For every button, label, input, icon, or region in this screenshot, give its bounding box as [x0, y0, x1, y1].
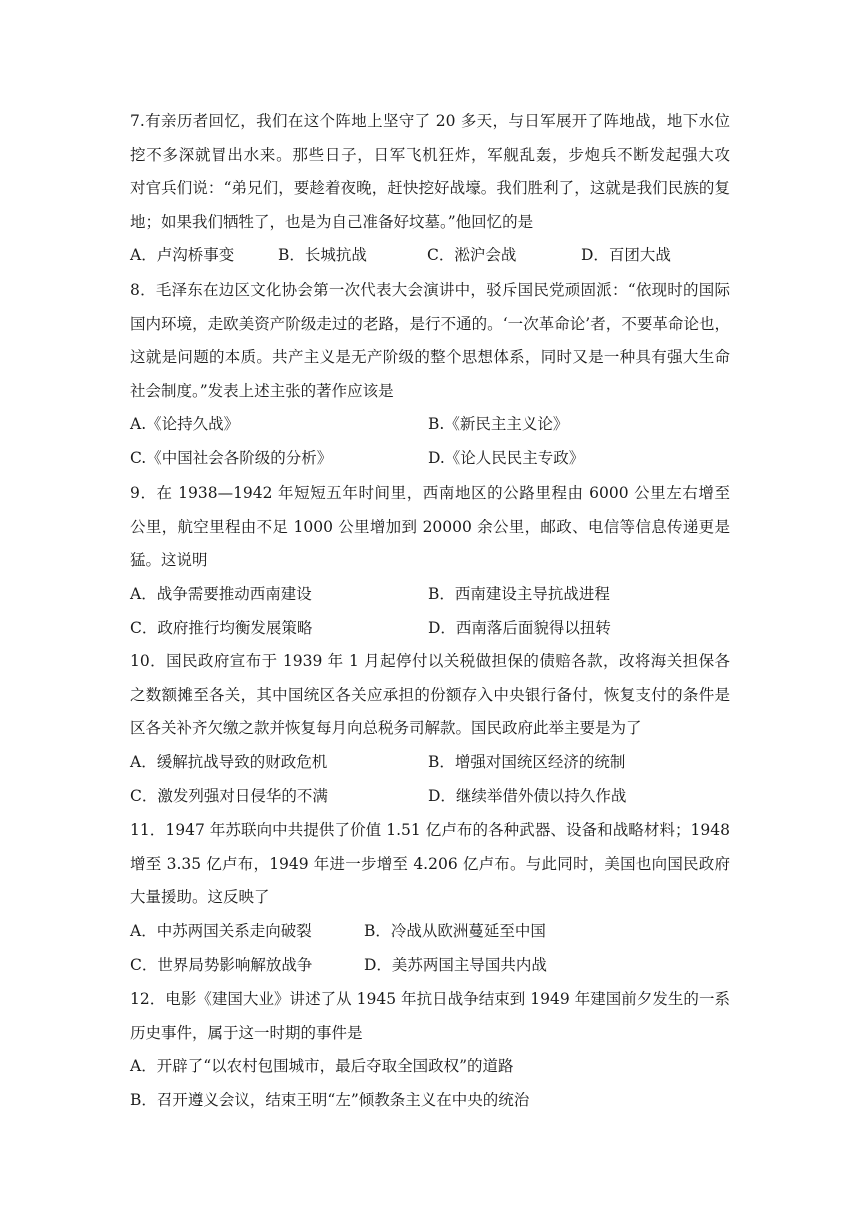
- question-10: [130, 645, 730, 813]
- option-row: [130, 746, 730, 780]
- option-c: C．政府推行均衡发展策略: [130, 618, 313, 637]
- option-c: C．淞沪会战: [427, 246, 517, 265]
- option-c: C．激发列强对日侵华的不满: [130, 786, 328, 805]
- question-8: [130, 274, 730, 476]
- question-text-line: 之数额摊至各关，其中国统区各关应承担的份额存入中央银行备付，恢复支付的条件是: [130, 685, 730, 704]
- option-row: [130, 408, 730, 442]
- option-c: C.《中国社会各阶级的分析》: [130, 449, 333, 468]
- option-d: D．百团大战: [581, 246, 671, 265]
- option-a: A.《论持久战》: [130, 415, 240, 434]
- option-a: A．战争需要推动西南建设: [130, 584, 312, 603]
- option-b: B．冷战从欧洲蔓延至中国: [364, 921, 546, 940]
- option-b: B．召开遵义会议，结束王明“左”倾教条主义在中央的统治: [130, 1090, 530, 1109]
- question-text-line: 对官兵们说：“弟兄们，要趁着夜晚，赶快挖好战壕。我们胜利了，这就是我们民族的复: [130, 179, 730, 198]
- option-row: [130, 780, 730, 814]
- option-a: A．中苏两国关系走向破裂: [130, 921, 312, 940]
- option-row: [130, 442, 730, 476]
- question-text-line: 12．电影《建国大业》讲述了从 1945 年抗日战争结束到 1949 年建国前夕发生的一系: [130, 990, 730, 1008]
- question-text-line: 公里，航空里程由不足 1000 公里增加到 20000 余公里，邮政、电信等信息传递更是: [130, 517, 730, 536]
- option-b: B.《新民主主义论》: [428, 415, 569, 434]
- question-text-line: 11．1947 年苏联向中共提供了价值 1.51 亿卢布的各种武器、设备和战略材料；1948: [130, 821, 730, 839]
- option-b: B．西南建设主导抗战进程: [428, 584, 610, 603]
- question-text-line: 大量援助。这反映了: [130, 888, 270, 907]
- option-a: A．卢沟桥事变: [130, 246, 235, 265]
- option-row: [130, 612, 730, 646]
- question-text-line: 区各关补齐欠缴之款并恢复每月向总税务司解款。国民政府此举主要是为了: [130, 719, 642, 738]
- option-d: D．继续举借外债以持久作战: [428, 786, 627, 805]
- question-text-line: 地；如果我们牺牲了，也是为自己准备好坟墓。”他回忆的是: [130, 212, 534, 231]
- option-d: D.《论人民民主专政》: [428, 449, 585, 468]
- option-a: A．缓解抗战导致的财政危机: [130, 752, 328, 771]
- question-text-line: 猛。这说明: [130, 551, 208, 570]
- option-row: [130, 578, 730, 612]
- question-12: [130, 983, 730, 1118]
- question-9: [130, 477, 730, 645]
- option-row: [130, 1050, 730, 1084]
- question-text-line: 7.有亲历者回忆，我们在这个阵地上坚守了 20 多天，与日军展开了阵地战，地下水位: [130, 112, 730, 130]
- option-b: B．增强对国统区经济的统制: [428, 752, 626, 771]
- question-text-line: 国内环境，走欧美资产阶级走过的老路，是行不通的。‘一次革命论’者，不要革命论也，: [130, 314, 730, 333]
- question-text-line: 9．在 1938—1942 年短短五年时间里，西南地区的公路里程由 6000 公里左右增至: [130, 484, 730, 502]
- option-row: [130, 915, 730, 949]
- question-text-line: 这就是问题的本质。共产主义是无产阶级的整个思想体系，同时又是一种具有强大生命: [130, 348, 730, 367]
- option-d: D．西南落后面貌得以扭转: [428, 618, 611, 637]
- question-text-line: 增至 3.35 亿卢布，1949 年进一步增至 4.206 亿卢布。与此同时，美国也向国民政府: [130, 854, 730, 873]
- question-text-line: 8．毛泽东在边区文化协会第一次代表大会演讲中，驳斥国民党顽固派：“依现时的国际: [130, 281, 730, 299]
- question-text-line: 历史事件，属于这一时期的事件是: [130, 1023, 363, 1042]
- option-row: [130, 239, 730, 273]
- option-b: B．长城抗战: [278, 246, 367, 265]
- question-text-line: 10．国民政府宣布于 1939 年 1 月起停付以关税做担保的债赔各款，改将海关担保各: [130, 652, 730, 670]
- option-row: [130, 1084, 730, 1118]
- question-7: [130, 105, 730, 273]
- option-c: C．世界局势影响解放战争: [130, 955, 313, 974]
- option-row: [130, 949, 730, 983]
- question-text-line: 社会制度。”发表上述主张的著作应该是: [130, 381, 394, 400]
- option-a: A．开辟了“以农村包围城市，最后夺取全国政权”的道路: [130, 1057, 514, 1076]
- question-11: [130, 814, 730, 982]
- option-d: D．美苏两国主导国共内战: [364, 955, 547, 974]
- question-text-line: 挖不多深就冒出水来。那些日子，日军飞机狂炸，军舰乱轰，步炮兵不断发起强大攻: [130, 145, 730, 164]
